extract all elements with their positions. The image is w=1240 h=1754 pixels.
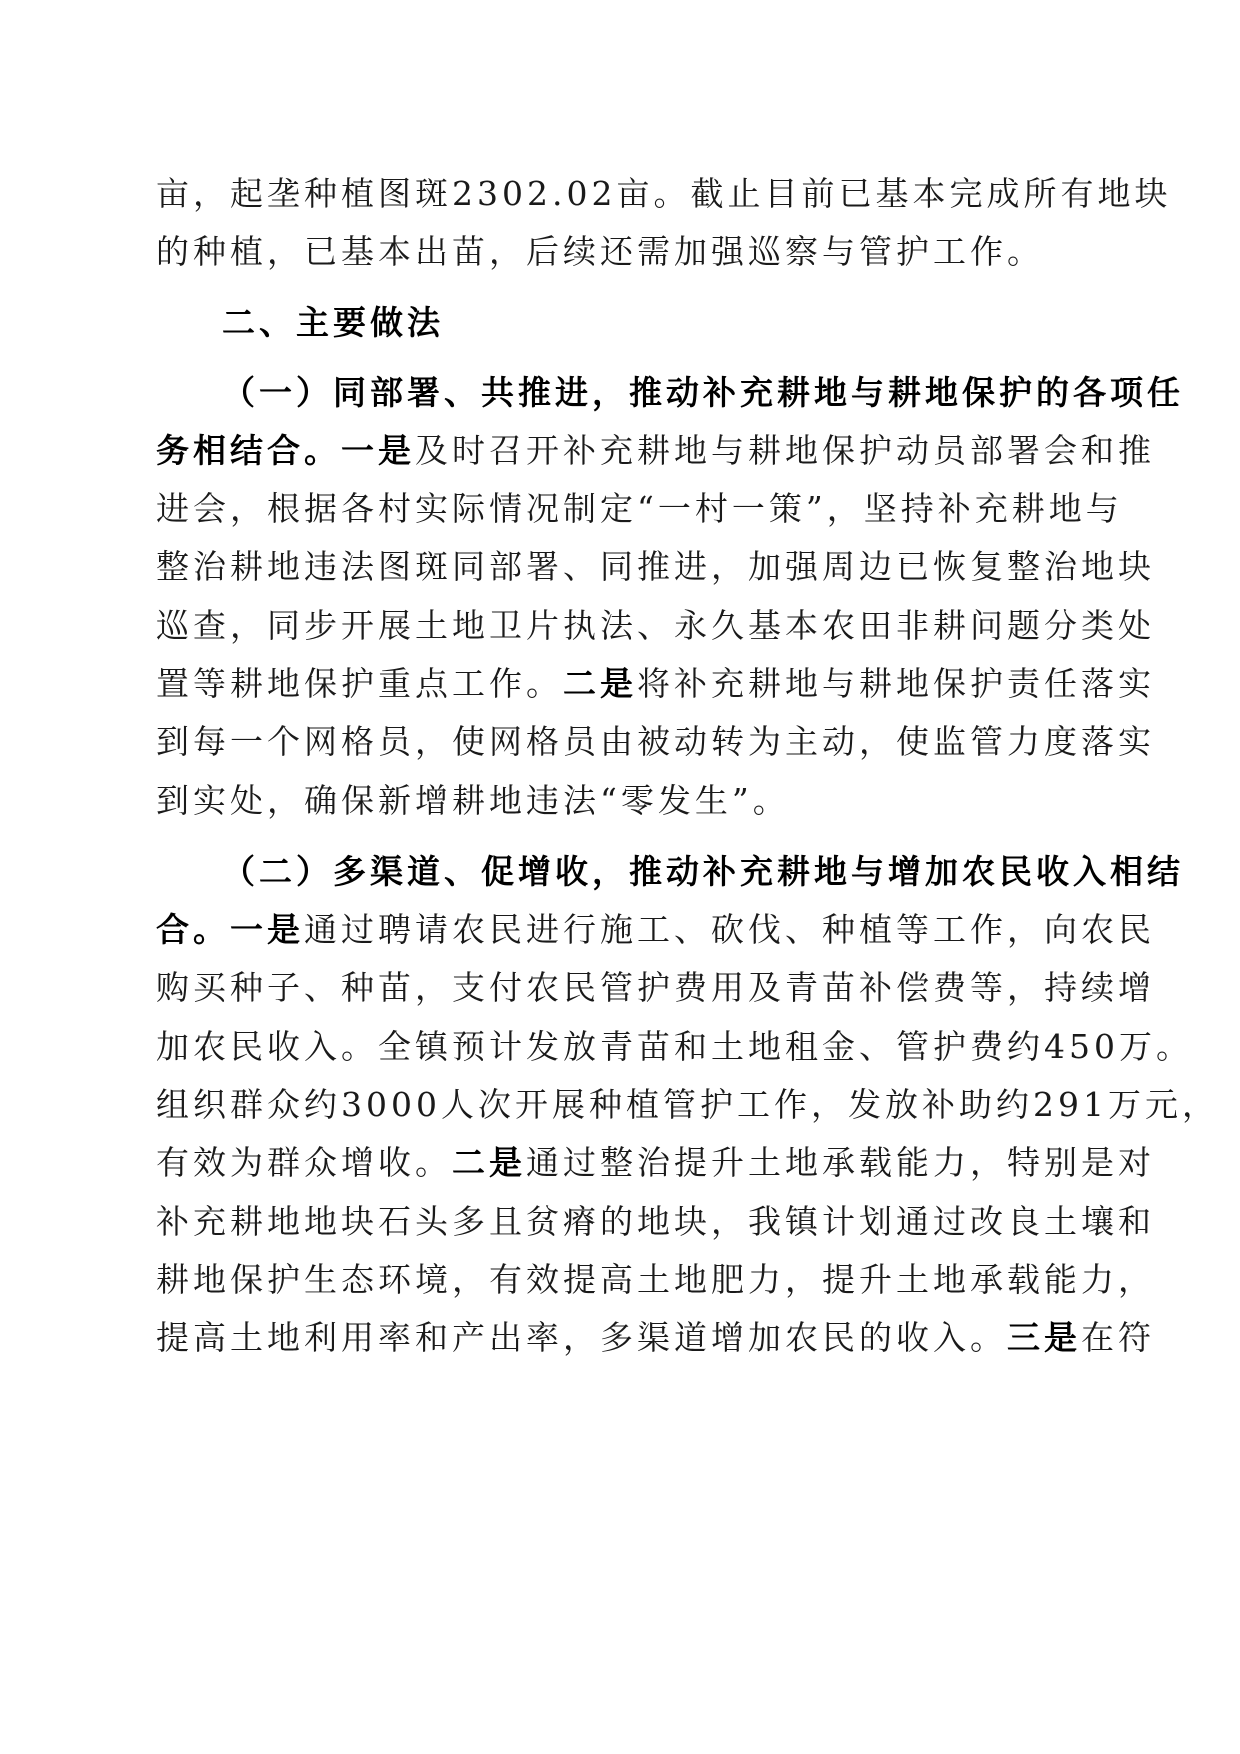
bold-text-segment: 二、主要做法 (222, 303, 444, 342)
subsection-heading-2 (222, 852, 1184, 892)
bold-text-segment: 二是 (563, 664, 637, 703)
text-segment: 通过聘请农民进行施工、砍伐、种植等工作，向农民 (304, 910, 1155, 949)
bold-text-segment: 合。一是 (156, 910, 304, 949)
text-segment: 加农民收入。全镇预计发放青苗和土地租金、管护费约450万。 (156, 1027, 1193, 1066)
text-line (156, 489, 1123, 529)
subsection-heading-1 (222, 373, 1184, 413)
text-segment: 补充耕地地块石头多且贫瘠的地块，我镇计划通过改良土壤和 (156, 1202, 1155, 1241)
text-segment: 置等耕地保护重点工作。 (156, 664, 563, 703)
text-segment: 组织群众约3000人次开展种植管护工作，发放补助约291万元， (156, 1085, 1219, 1124)
bold-text-segment: 务相结合。一是 (156, 431, 415, 470)
text-segment: 通过整治提升土地承载能力，特别是对 (526, 1143, 1155, 1182)
text-line (156, 174, 1172, 214)
bold-text-segment: 二是 (452, 1143, 526, 1182)
text-segment: 到每一个网格员，使网格员由被动转为主动，使监管力度落实 (156, 722, 1155, 761)
text-line (156, 606, 1155, 646)
text-line (156, 910, 1155, 950)
text-line (156, 968, 1155, 1008)
text-line (156, 722, 1155, 762)
text-line (156, 1143, 1155, 1183)
text-line (156, 232, 1086, 272)
bold-text-segment: 三是 (1007, 1318, 1081, 1357)
bold-text-segment: （二）多渠道、促增收，推动补充耕地与增加农民收入相结 (222, 852, 1184, 891)
text-segment: 及时召开补充耕地与耕地保护动员部署会和推 (415, 431, 1155, 470)
text-line (156, 1260, 1155, 1300)
text-line (156, 1085, 1219, 1125)
text-segment: 有效为群众增收。 (156, 1143, 452, 1182)
text-line (156, 1027, 1193, 1067)
section-heading (222, 303, 1086, 343)
text-segment: 提高土地利用率和产出率，多渠道增加农民的收入。 (156, 1318, 1007, 1357)
text-line (156, 1202, 1155, 1242)
text-line (156, 431, 1155, 471)
text-segment: 耕地保护生态环境，有效提高土地肥力，提升土地承载能力， (156, 1260, 1155, 1299)
text-segment: 亩，起垄种植图斑2302.02亩。截止目前已基本完成所有地块 (156, 174, 1172, 213)
text-segment: 巡查，同步开展土地卫片执法、永久基本农田非耕问题分类处 (156, 606, 1155, 645)
text-segment: 到实处，确保新增耕地违法“零发生”。 (156, 781, 790, 820)
text-line (156, 1318, 1155, 1358)
text-line (156, 547, 1155, 587)
text-line (156, 664, 1155, 704)
text-segment: 购买种子、种苗，支付农民管护费用及青苗补偿费等，持续增 (156, 968, 1155, 1007)
text-segment: 整治耕地违法图斑同部署、同推进，加强周边已恢复整治地块 (156, 547, 1155, 586)
text-segment: 进会，根据各村实际情况制定“一村一策”，坚持补充耕地与 (156, 489, 1123, 528)
text-line (156, 781, 1086, 821)
text-segment: 在符 (1081, 1318, 1155, 1357)
text-segment: 的种植，已基本出苗，后续还需加强巡察与管护工作。 (156, 232, 1044, 271)
bold-text-segment: （一）同部署、共推进，推动补充耕地与耕地保护的各项任 (222, 373, 1184, 412)
text-segment: 将补充耕地与耕地保护责任落实 (637, 664, 1155, 703)
